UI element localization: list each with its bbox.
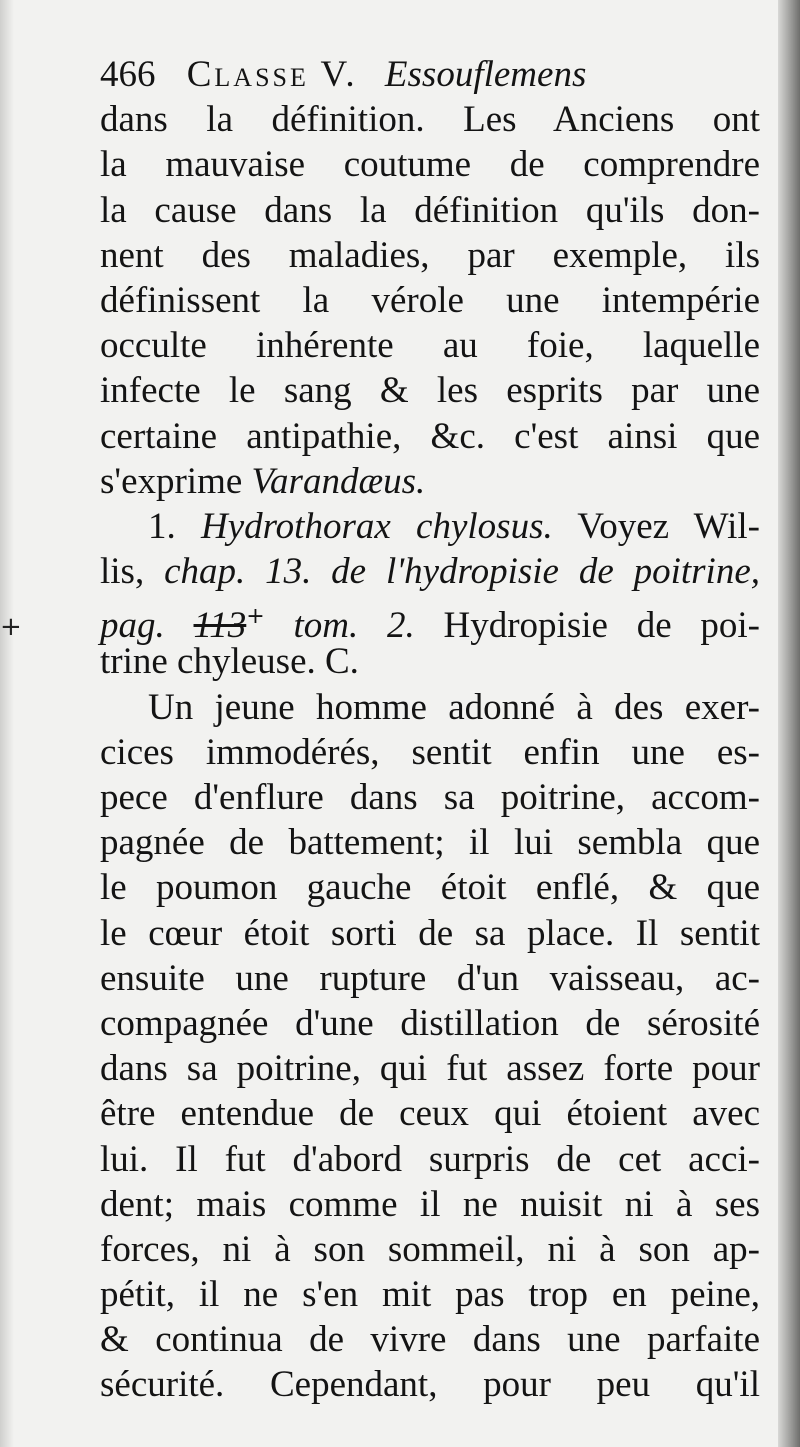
text-line: compagnée d'une distillation de sérosité xyxy=(100,1002,760,1044)
header-classe: Classe V. xyxy=(186,54,358,95)
text-line: trine chyleuse. C. xyxy=(100,641,359,683)
correction-mark: + xyxy=(246,604,265,630)
text-line: ensuite une rupture d'un vaisseau, ac- xyxy=(100,957,760,999)
running-header xyxy=(100,52,760,97)
text-line: & continua de vivre dans une parfaite xyxy=(100,1319,760,1361)
text-line: le cœur étoit sorti de sa place. Il sentit xyxy=(100,912,760,954)
text-line: le poumon gauche étoit enflé, & que xyxy=(100,867,760,909)
text-line: la cause dans la définition qu'ils don- xyxy=(100,189,760,231)
text-line: dent; mais comme il ne nuisit ni à ses xyxy=(100,1183,760,1225)
text-line: Un jeune homme adonné à des exer- xyxy=(148,686,760,728)
page-text xyxy=(100,52,760,1408)
author-name: Varandæus. xyxy=(251,460,426,502)
reference-citation: chap. 13. de l'hydropisie de poitrine, xyxy=(164,551,760,593)
page-number: 466 xyxy=(100,54,156,95)
header-running-title: Essouflemens xyxy=(384,54,587,95)
text-line: être entendue de ceux qui étoient avec xyxy=(100,1093,760,1135)
text-line: pag. 113+ tom. 2. Hydropisie de poi- xyxy=(100,604,760,647)
page-left-shadow xyxy=(0,0,14,1447)
disease-name: Hydrothorax chylosus. xyxy=(201,505,553,547)
text-line: dans sa poitrine, qui fut assez forte pour xyxy=(100,1048,760,1090)
text-line: sécurité. Cependant, pour peu qu'il xyxy=(100,1364,760,1406)
text-line: lis, chap. 13. de l'hydropisie de poitrine, xyxy=(100,551,760,593)
text-line: forces, ni à son sommeil, ni à son ap- xyxy=(100,1228,760,1270)
text-line: lui. Il fut d'abord surpris de cet acci- xyxy=(100,1138,760,1180)
text-line: occulte inhérente au foie, laquelle xyxy=(100,325,760,367)
page-gutter-edge xyxy=(778,0,800,1447)
text-line: pece d'enflure dans sa poitrine, accom- xyxy=(100,777,760,818)
margin-annotation-mark: + xyxy=(0,612,22,642)
text-line: pagnée de battement; il lui sembla que xyxy=(100,822,760,864)
text-line: cices immodérés, sentit enfin une es- xyxy=(100,731,760,773)
text-line: pétit, il ne s'en mit pas trop en peine, xyxy=(100,1274,760,1316)
text-line: 1. Hydrothorax chylosus. Voyez Wil- xyxy=(148,505,761,547)
text-line: infecte le sang & les esprits par une xyxy=(100,370,760,412)
text-line: nent des maladies, par exemple, ils xyxy=(100,234,760,276)
text-line: dans la définition. Les Anciens ont xyxy=(100,99,760,141)
text-line: certaine antipathie, &c. c'est ainsi que xyxy=(100,415,760,457)
text-line: définissent la vérole une intempérie xyxy=(100,279,760,321)
struck-page-number: 113 xyxy=(193,605,247,647)
text-line: s'exprime Varandæus. xyxy=(100,460,426,502)
text-line: la mauvaise coutume de comprendre xyxy=(100,144,760,186)
